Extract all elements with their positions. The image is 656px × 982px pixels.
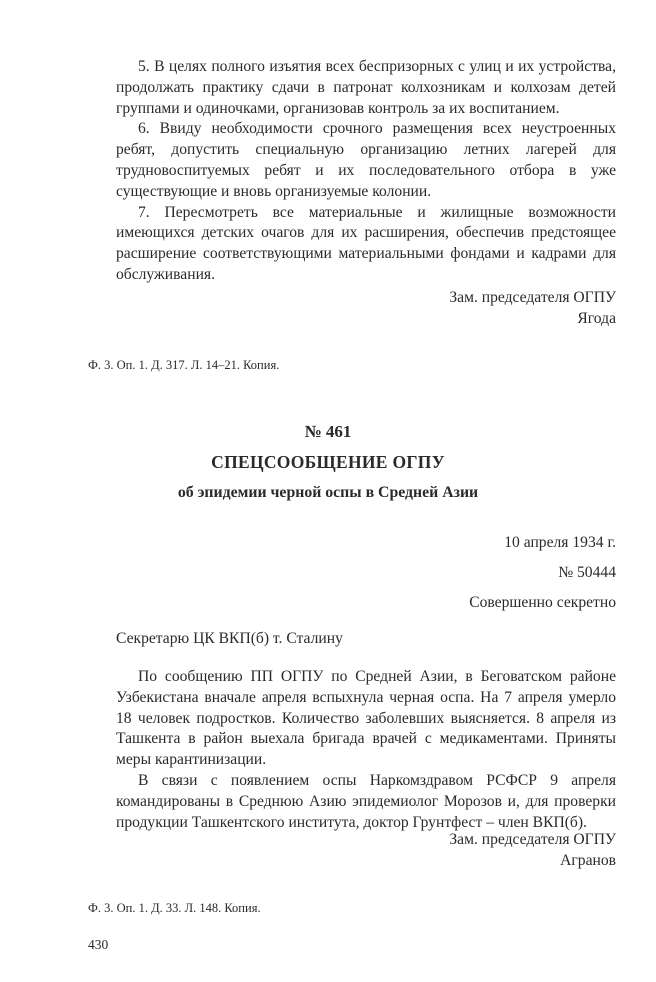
paragraph-7: 7. Пересмотреть все материальные и жилищные возможности имеющихся детских очагов для их расширения, обеспечив предстоящее расширение соответствующими материальными фондами и кадрами для обслуживания. <box>116 203 616 283</box>
previous-document-body <box>116 57 616 286</box>
signature-name: Ягода <box>577 310 616 327</box>
signature-name: Агранов <box>560 852 616 869</box>
signature-position: Зам. председателя ОГПУ <box>449 289 616 306</box>
body-paragraph: По сообщению ПП ОГПУ по Средней Азии, в Беговатском районе Узбекистана вначале апреля вспыхнула черная оспа. На 7 апреля умерло 18 человек подростков. Количество заболевших выясняется. 8 апреля из Ташкента в район выехала бригада врачей с медикаментами. Приняты меры карантинизации. <box>116 668 616 769</box>
addressee: Секретарю ЦК ВКП(б) т. Сталину <box>116 630 343 647</box>
paragraph-6: 6. Ввиду необходимости срочного размещения всех неустроенных ребят, допустить специальную организацию летних лагерей для трудновоспитуемых ребят и их последовательного отбора в уже существующие и вновь организуемые колонии. <box>116 120 616 200</box>
signature-block-yagoda <box>449 287 616 329</box>
document-date: 10 апреля 1934 г. <box>504 534 616 551</box>
document-body <box>116 667 616 833</box>
body-paragraph: В связи с появлением оспы Наркомздравом РСФСР 9 апреля командированы в Среднюю Азию эпидемиолог Морозов и, для проверки продукции Ташкентского института, доктор Грунтфест – член ВКП(б). <box>116 771 616 831</box>
document-number: № 461 <box>304 422 352 441</box>
paragraph-5: 5. В целях полного изъятия всех беспризорных с улиц и их устройства, продолжать практику сдачи в патронат колхозникам и колхозам детей группами и одиночками, организовав контроль за их воспитанием. <box>116 58 616 117</box>
registration-number: № 50444 <box>558 564 616 581</box>
page-number: 430 <box>88 937 109 952</box>
signature-position: Зам. председателя ОГПУ <box>449 831 616 848</box>
document-title: СПЕЦСООБЩЕНИЕ ОГПУ <box>211 452 445 472</box>
document-subtitle: об эпидемии черной оспы в Средней Азии <box>177 484 479 501</box>
archive-reference: Ф. 3. Оп. 1. Д. 317. Л. 14–21. Копия. <box>88 358 280 372</box>
classification-label: Совершенно секретно <box>469 594 616 611</box>
signature-block-agranov <box>449 829 616 871</box>
archive-reference: Ф. 3. Оп. 1. Д. 33. Л. 148. Копия. <box>88 901 261 915</box>
